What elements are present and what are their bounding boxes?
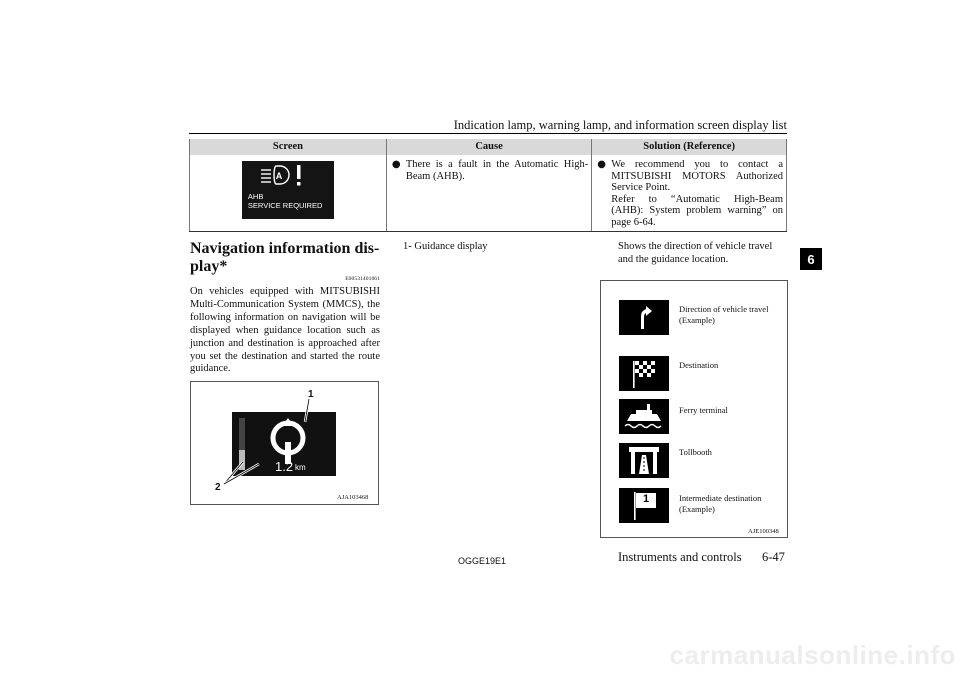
tollbooth-label: Tollbooth	[679, 447, 712, 457]
solution-text: We recommend you to contact a MITSUBISHI MOTORS Authorized Service Point.	[611, 159, 783, 193]
service-required-label: SERVICE REQUIRED	[247, 201, 323, 210]
header-cause: Cause	[386, 139, 591, 155]
callout-1: 1	[308, 389, 314, 400]
watermark: carmanualsonline.info	[669, 640, 956, 670]
direction-label: Direction of vehicle travel (Example)	[679, 304, 769, 325]
header-title: Indication lamp, warning lamp, and information screen display list	[453, 118, 787, 132]
document-code: OGGE19E1	[458, 556, 507, 566]
solution-item	[595, 159, 783, 228]
distance-unit: km	[295, 463, 306, 472]
ahb-label: AHB	[247, 192, 264, 201]
header-screen: Screen	[190, 139, 387, 155]
page-number: 6-47	[762, 550, 785, 564]
header-solution: Solution (Reference)	[592, 139, 787, 155]
direction-arrow-icon	[619, 300, 669, 335]
guidance-display-caption: 1- Guidance display	[403, 241, 488, 252]
solution-cell	[592, 155, 787, 232]
screen-cell	[190, 155, 387, 232]
intermediate-destination-icon	[619, 488, 669, 523]
ahb-display-screen	[242, 161, 334, 219]
guidance-icons-figure	[600, 280, 788, 538]
ahb-warning-icon	[242, 161, 334, 191]
tollbooth-icon	[619, 443, 669, 478]
ferry-icon	[619, 399, 669, 434]
callout-2: 2	[215, 482, 221, 493]
guidance-description: Shows the direction of vehicle travel and the guidance location.	[618, 241, 773, 265]
intermediate-badge: 1	[643, 493, 650, 505]
ferry-label: Ferry terminal	[679, 405, 728, 415]
figure-code: AJA103468	[337, 494, 369, 501]
section-body: On vehicles equipped with MITSUBISHI Multi-Communication System (MMCS), the following information on navigation will be displayed when guidance location such as junction and destination is approached after you set the destination and started the route guidance.	[190, 286, 380, 375]
footer-section-title: Instruments and controls	[618, 550, 742, 564]
section-title: Navigation information dis-play*	[190, 240, 380, 275]
table-header-row	[190, 139, 787, 155]
distance-value: 1.2	[275, 459, 294, 474]
destination-label: Destination	[679, 360, 719, 370]
figure-code: AJE100348	[748, 528, 779, 535]
bullet-icon: ●	[597, 159, 606, 170]
intermediate-label: Intermediate destination (Example)	[679, 493, 762, 514]
header-rule	[189, 133, 787, 134]
cause-text: There is a fault in the Automatic High-Beam (AHB).	[405, 159, 589, 182]
guidance-display-figure	[190, 381, 379, 505]
cause-item	[390, 159, 588, 182]
solution-reference-link[interactable]: Refer to “Automatic High-Beam (AHB): System problem warning” on page 6-64.	[611, 193, 783, 228]
warning-table	[189, 139, 787, 232]
cause-cell	[386, 155, 591, 232]
chapter-tab[interactable]: 6	[800, 248, 822, 270]
svg-text:A: A	[275, 171, 283, 181]
table-row	[190, 155, 787, 232]
section-code: E00531401061	[345, 276, 380, 282]
checkered-flag-icon	[619, 356, 669, 391]
bullet-icon: ●	[391, 159, 401, 170]
